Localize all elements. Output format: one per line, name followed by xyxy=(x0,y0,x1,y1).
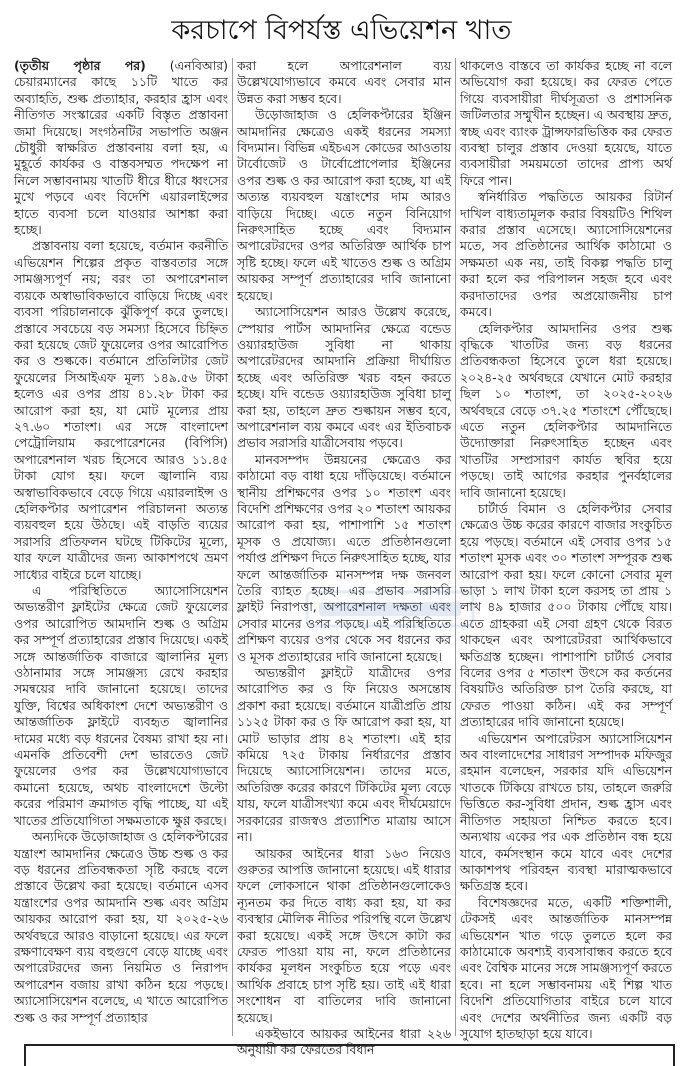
column-divider xyxy=(232,58,233,1036)
paragraph: উড়োজাহাজ ও হেলিকপ্টারের ইঞ্জিন আমদানির ক্ষেত্রেও একই ধরনের সমস্যা বিদ্যমান। বিভিন্ন এইচএস কোডের আওতায় টার্বোজেট ও টার্বোপ্রোপেলার ইঞ্জিনের ওপর শুল্ক ও কর আরোপ করা হচ্ছে, যা এই অত্যন্ত ব্যয়বহুল যন্ত্রাংশের দাম আরও বাড়িয়ে দিচ্ছে। এতে নতুন বিনিয়োগ নিরুৎসাহিত হচ্ছে এবং বিদ্যমান অপারেটরদের ওপর অতিরিক্ত আর্থিক চাপ সৃষ্টি হচ্ছে। ফলে এই খাতেও শুল্ক ও অগ্রিম আয়কর সম্পূর্ণ প্রত্যাহারের দাবি জানানো হয়েছে। xyxy=(237,107,451,303)
article-column-3 xyxy=(460,58,672,1041)
headline: করচাপে বিপর্যস্ত এভিয়েশন খাত xyxy=(171,15,512,46)
paragraph: থাকলেও বাস্তবে তা কার্যকর হচ্ছে না বলে অভিযোগ করা হয়েছে। কর ফেরত পেতে গিয়ে ব্যবসায়ীরা দীর্ঘসূত্রতা ও প্রশাসনিক জটিলতার সম্মুখীন হচ্ছেন। এ অবস্থায় দ্রুত, স্বচ্ছ এবং ব্যাংক ট্রান্সফারভিত্তিক কর ফেরত ব্যবস্থা চালুর প্রস্তাব দেওয়া হয়েছে, যাতে ব্যবসায়ীরা সময়মতো তাদের প্রাপ্য অর্থ ফিরে পান। xyxy=(460,58,672,188)
paragraph: অ্যাসোসিয়েশন আরও উল্লেখ করেছে, স্পেয়ার পার্টস আমদানির ক্ষেত্রে বন্ডেড ওয়্যারহাউজ সুবিধা না থাকায় অপারেটরদের আমদানি প্রক্রিয়া দীর্ঘায়িত হচ্ছে এবং অতিরিক্ত খরচ বহন করতে হচ্ছে। যদি বন্ডেড ওয়্যারহাউজ সুবিধা চালু করা হয়, তাহলে দ্রুত শুল্কায়ন সম্ভব হবে, অপারেশনাল ব্যয় কমবে এবং এর ইতিবাচক প্রভাব সরাসরি যাত্রীসেবায় পড়বে। xyxy=(237,304,451,451)
continued-from-label: (তৃতীয় পৃষ্ঠার পর) xyxy=(14,58,146,73)
article-column-2 xyxy=(237,58,451,1058)
next-article-box xyxy=(24,1044,675,1066)
paragraph: করা হলে অপারেশনাল ব্যয় উল্লেখযোগ্যভাবে কমবে এবং সেবার মান উন্নত করা সম্ভব হবে। xyxy=(237,58,451,106)
paragraph: আয়কর আইনের ধারা ১৬৩ নিয়েও গুরুতর আপত্তি জানানো হয়েছে। এই ধারার ফলে লোকসানে থাকা প্রতিষ্ঠানগুলোকেও ন্যূনতম কর দিতে বাধ্য করা হয়, যা কর ব্যবস্থার মৌলিক নীতির পরিপন্থি বলে উল্লেখ করা হয়েছে। একই সঙ্গে উৎসে কাটা কর ফেরত পাওয়া যায় না, ফলে প্রতিষ্ঠানের কার্যকর মূলধন সংকুচিত হয়ে পড়ে এবং আর্থিক প্রবাহে চাপ সৃষ্টি হয়। তাই এই ধারা সংশোধন বা বাতিলের দাবি জানানো হয়েছে। xyxy=(237,845,451,1025)
paragraph: অভ্যন্তরীণ ফ্লাইটে যাত্রীদের ওপর আরোপিত কর ও ফি নিয়েও অসন্তোষ প্রকাশ করা হয়েছে। বর্তমানে যাত্রীপ্রতি প্রায় ১১২৫ টাকা কর ও ফি আরোপ করা হয়, যা মোট ভাড়ার প্রায় ৪২ শতাংশ। এই হার কমিয়ে ৭২৫ টাকায় নির্ধারণের প্রস্তাব দিয়েছে অ্যাসোসিয়েশন। তাদের মতে, অতিরিক্ত করের কারণে টিকিটের মূল্য বেড়ে যায়, ফলে যাত্রীসংখ্যা কমে এবং দীর্ঘমেয়াদে সরকারের রাজস্বও প্রত্যাশিত মাত্রায় আসে না। xyxy=(237,665,451,845)
paragraph: এভিয়েশন অপারেটরস অ্যাসোসিয়েশন অব বাংলাদেশের সাধারণ সম্পাদক মফিজুর রহমান বলেছেন, সরকার যদি এভিয়েশন খাতকে টিকিয়ে রাখতে চায়, তাহলে জরুরি ভিত্তিতে কর-সুবিধা প্রদান, শুল্ক হ্রাস এবং নীতিগত সহায়তা নিশ্চিত করতে হবে। অন্যথায় একের পর এক প্রতিষ্ঠান বন্ধ হয়ে যাবে, কর্মসংস্থান কমে যাবে এবং দেশের আকাশপথ পরিবহন ব্যবস্থা মারাত্মকভাবে ক্ষতিগ্রস্ত হবে। xyxy=(460,730,672,894)
paragraph xyxy=(14,58,228,238)
paragraph: মানবসম্পদ উন্নয়নের ক্ষেত্রেও কর কাঠামো বড় বাধা হয়ে দাঁড়িয়েছে। বর্তমানে স্থানীয় প্রশিক্ষণের ওপর ১০ শতাংশ এবং বিদেশি প্রশিক্ষণের ওপর ২০ শতাংশ আয়কর আরোপ করা হয়, পাশাপাশি ১৫ শতাংশ মূসক ও প্রযোজ্য। এতে প্রতিষ্ঠানগুলো পর্যাপ্ত প্রশিক্ষণ দিতে নিরুৎসাহিত হচ্ছে, যার ফলে আন্তর্জাতিক মানসম্পন্ন দক্ষ জনবল তৈরি ব্যাহত হচ্ছে। এর প্রভাব সরাসরি ফ্লাইট নিরাপত্তা, অপারেশনাল দক্ষতা এবং সেবার মানের ওপর পড়ছে। এই পরিস্থিতিতে প্রশিক্ষণ ব্যয়ের ওপর থেকে সব ধরনের কর ও মূসক প্রত্যাহারের দাবি জানানো হয়েছে। xyxy=(237,451,451,664)
paragraph: চার্টার্ড বিমান ও হেলিকপ্টার সেবার ক্ষেত্রেও উচ্চ করের কারণে বাজার সংকুচিত হয়ে পড়ছে। বর্তমানে এই সেবার ওপর ১৫ শতাংশ মূসক এবং ৩০ শতাংশ সম্পূরক শুল্ক আরোপ করা হয়। ফলে কোনো সেবার মূল ভাড়া ১ লাখ টাকা হলে করসহ তা প্রায় ১ লাখ ৪৯ হাজার ৫০০ টাকায় পৌঁছে যায়। এতে গ্রাহকরা এই সেবা গ্রহণ থেকে বিরত থাকছেন এবং অপারেটররা আর্থিকভাবে ক্ষতিগ্রস্ত হচ্ছেন। পাশাপাশি চার্টার্ড সেবার বিলের ওপর ৫ শতাংশ উৎসে কর কর্তনের বিষয়টিও অতিরিক্ত চাপ তৈরি করছে, যা ফেরত পাওয়া কঠিন। এই কর সম্পূর্ণ প্রত্যাহারের দাবি জানানো হয়েছে। xyxy=(460,500,672,730)
column-divider xyxy=(455,58,456,1036)
paragraph: একইভাবে আয়কর আইনের ধারা ২২৬ অনুযায়ী কর ফেরতের বিধান xyxy=(237,1025,451,1058)
article-column-1 xyxy=(14,58,228,1038)
paragraph-text: (এনবিআর) চেয়ারম্যানের কাছে ১১টি খাতে কর অব্যাহতি, শুল্ক প্রত্যাহার, করহার হ্রাস এবং নীতিগত সংস্কারের একটি বিস্তৃত প্রস্তাবনা জমা দিয়েছে। সংগঠনটির সভাপতি অঞ্জন চৌধুরী স্বাক্ষরিত প্রস্তাবনায় বলা হয়, এ মুহূর্তে কার্যকর ও বাস্তবসম্মত পদক্ষেপ না নিলে সম্ভাবনাময় খাতটি ধীরে ধীরে ধ্বংসের মুখে পড়বে এবং বিদেশি এয়ারলাইন্সের হাতে ব্যবসা চলে যাওয়ার আশঙ্কা করা হচ্ছে। xyxy=(14,58,229,238)
paragraph: হেলিকপ্টার আমদানির ওপর শুল্ক বৃদ্ধিকে খাতটির জন্য বড় ধরনের প্রতিবন্ধকতা হিসেবে তুলে ধরা হয়েছে। ২০২৪-২৫ অর্থবছরে যেখানে মোট করহার ছিল ১০ শতাংশ, তা ২০২৫-২০২৬ অর্থবছরে বেড়ে ৩৭.২৫ শতাংশে পৌঁছেছে। এতে নতুন হেলিকপ্টার আমদানিতে উদ্যোক্তারা নিরুৎসাহিত হচ্ছেন এবং খাতটির সম্প্রসারণ কার্যত স্থবির হয়ে পড়ছে। তাই আগের করহার পুনর্বহালের দাবি জানানো হয়েছে। xyxy=(460,320,672,500)
paragraph: বিশেষজ্ঞদের মতে, একটি শক্তিশালী, টেকসই এবং আন্তর্জাতিক মানসম্পন্ন এভিয়েশন খাত গড়ে তুলতে হলে কর কাঠামোকে অবশ্যই ব্যবসাবান্ধব করতে হবে এবং বৈশ্বিক মানের সঙ্গে সামঞ্জস্যপূর্ণ করতে হবে। না হলে সম্ভাবনাময় এই শিল্প খাত বিদেশি প্রতিযোগিতার বাইরে চলে যাবে এবং দেশের অর্থনীতির জন্য একটি বড় সুযোগ হাতছাড়া হয়ে যাবে। xyxy=(460,894,672,1041)
paragraph: স্বনির্ধারিত পদ্ধতিতে আয়কর রিটার্ন দাখিল বাধ্যতামূলক করার বিষয়টিও শিথিল করার প্রস্তাব এসেছে। অ্যাসোসিয়েশনের মতে, সব প্রতিষ্ঠানের আর্থিক কাঠামো ও সক্ষমতা এক নয়, তাই বিকল্প পদ্ধতি চালু করা হলে কর পরিপালন সহজ হবে এবং করদাতাদের ওপর অপ্রয়োজনীয় চাপ কমবে। xyxy=(460,189,672,320)
paragraph: প্রস্তাবনায় বলা হয়েছে, বর্তমান করনীতি এভিয়েশন শিল্পের প্রকৃত বাস্তবতার সঙ্গে সামঞ্জস্যপূর্ণ নয়; বরং তা অপারেশনাল ব্যয়কে অস্বাভাবিকভাবে বাড়িয়ে দিচ্ছে এবং ব্যবসা পরিচালনাকে ঝুঁকিপূর্ণ করে তুলছে। প্রস্তাবে সবচেয়ে বড় সমস্যা হিসেবে চিহ্নিত করা হয়েছে জেট ফুয়েলের ওপর আরোপিত কর ও শুল্ককে। বর্তমানে প্রতিলিটার জেট ফুয়েলের সিআইএফ মূল্য ১৪৯.৫৬ টাকা হলেও এর ওপর প্রায় ৪১.২৮ টাকা কর আরোপ করা হয়, যা মোট মূল্যের প্রায় ২৭.৬০ শতাংশ। এর সঙ্গে বাংলাদেশ পেট্রোলিয়াম করপোরেশনের (বিপিসি) অপারেশনাল খরচ হিসেবে আরও ১১.৪৫ টাকা যোগ হয়। ফলে জ্বালানি ব্যয় অস্বাভাবিকভাবে বেড়ে গিয়ে এয়ারলাইন্স ও হেলিকপ্টার অপারেশন পরিচালনা অত্যন্ত ব্যয়বহুল হয়ে উঠছে। এই বাড়তি ব্যয়ের সরাসরি প্রতিফলন ঘটছে টিকিটের মূল্যে, যার ফলে যাত্রীদের জন্য আকাশপথে ভ্রমণ সাধ্যের বাইরে চলে যাচ্ছে। xyxy=(14,238,228,582)
paragraph: এ পরিস্থিতিতে অ্যাসোসিয়েশন অভ্যন্তরীণ ফ্লাইটের ক্ষেত্রে জেট ফুয়েলের ওপর আরোপিত আমদানি শুল্ক ও অগ্রিম কর সম্পূর্ণ প্রত্যাহারের প্রস্তাব দিয়েছে। একই সঙ্গে আন্তর্জাতিক বাজারে জ্বালানির মূল্য ওঠানামার সঙ্গে সামঞ্জস্য রেখে করহার সমন্বয়ের দাবি জানানো হয়েছে। তাদের যুক্তি, বিশ্বের অধিকাংশ দেশে অভ্যন্তরীণ ও আন্তর্জাতিক ফ্লাইটে ব্যবহৃত জ্বালানির দামের মধ্যে বড় ধরনের বৈষম্য রাখা হয় না। এমনকি প্রতিবেশী দেশ ভারতেও জেট ফুয়েলের ওপর কর উল্লেখযোগ্যভাবে কমানো হয়েছে, অথচ বাংলাদেশে উল্টো করের পরিমাণ ক্রমাগত বৃদ্ধি পাচ্ছে, যা এই খাতের প্রতিযোগিতা সক্ষমতাকে ক্ষুণ্ণ করছে। xyxy=(14,583,228,828)
paragraph: অন্যদিকে উড়োজাহাজ ও হেলিকপ্টারের যন্ত্রাংশ আমদানির ক্ষেত্রেও উচ্চ শুল্ক ও কর বড় ধরনের প্রতিবন্ধকতা সৃষ্টি করছে বলে প্রস্তাবে উল্লেখ করা হয়েছে। বর্তমানে এসব যন্ত্রাংশের ওপর আমদানি শুল্ক এবং অগ্রিম আয়কর আরোপ করা হয়, যা ২০২৫-২৬ অর্থবছরে আরও বাড়ানো হয়েছে। এর ফলে রক্ষণাবেক্ষণ ব্যয় বহুগুণে বেড়ে যাচ্ছে এবং অপারেটরদের জন্য নিয়মিত ও নিরাপদ অপারেশন বজায় রাখা কঠিন হয়ে পড়ছে। অ্যাসোসিয়েশন বলেছে, এ খাতে আরোপিত শুল্ক ও কর সম্পূর্ণ প্রত্যাহার xyxy=(14,829,228,1025)
